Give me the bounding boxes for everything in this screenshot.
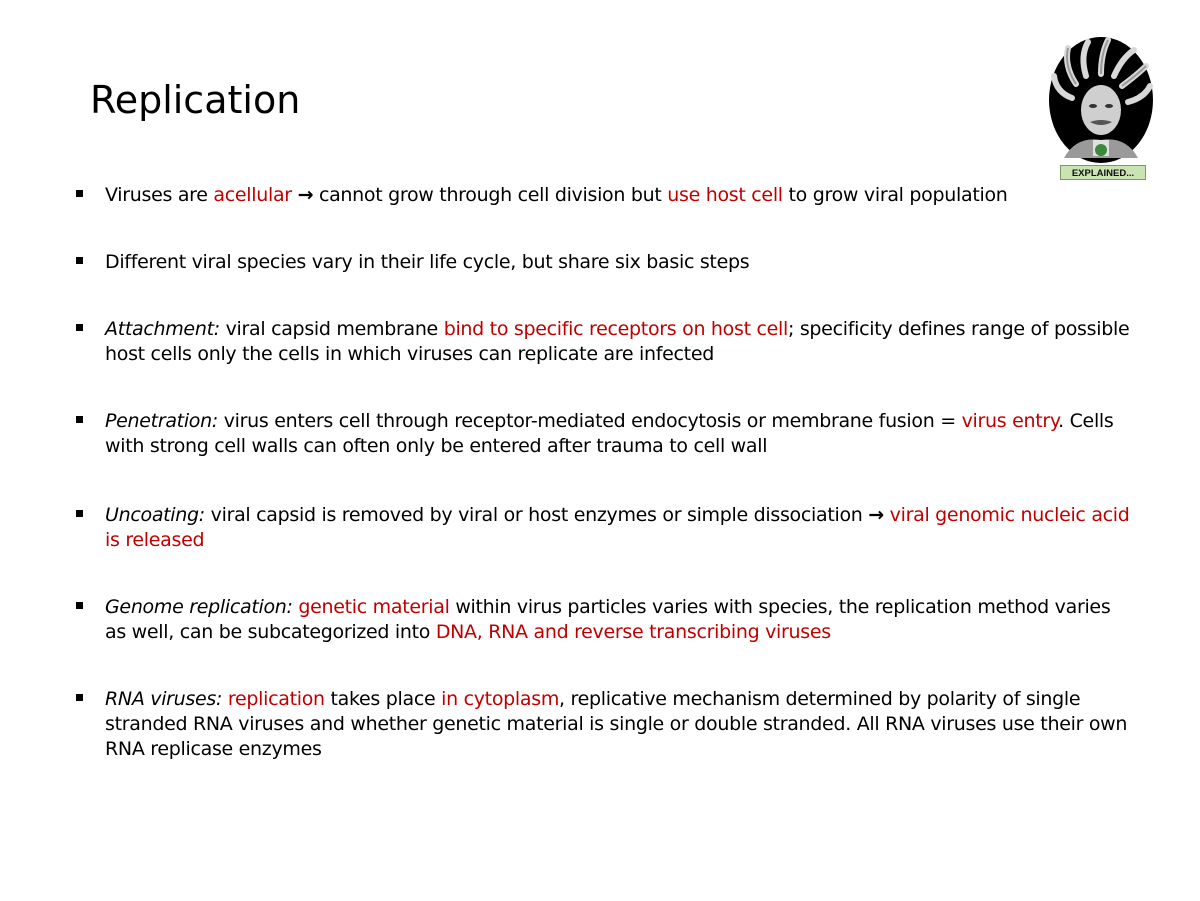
bullet-segment: acellular	[213, 184, 292, 206]
bullet-segment: replication	[227, 688, 325, 710]
bullet-segment: Genome replication:	[105, 596, 293, 618]
bullet-segment: viral capsid is removed by viral or host enzymes or simple dissociation	[204, 504, 869, 526]
bullet-text	[105, 409, 1135, 459]
bullet-segment: viral genomic nucleic acid is released	[105, 504, 1130, 551]
bullet-segment: to grow viral population	[782, 184, 1008, 206]
bullet-segment: RNA viruses:	[105, 688, 223, 710]
bullet-segment: Uncoating:	[105, 504, 205, 526]
bullet-segment: Different viral species vary in their life cycle, but share six basic steps	[105, 251, 750, 273]
bullet-text	[105, 595, 1135, 645]
einstein-portrait-logo-icon	[1046, 36, 1156, 186]
bullet-segment: virus enters cell through receptor-mediated endocytosis or membrane fusion =	[217, 410, 962, 432]
bullet-marker-icon	[76, 416, 83, 423]
slide-title: Replication	[90, 78, 301, 122]
bullet-text	[105, 183, 1135, 208]
bullet-marker-icon	[76, 694, 83, 701]
bullet-segment: ; specificity defines range of possible host cells only the cells in which viruses can replicate are infected	[105, 318, 1130, 365]
bullet-segment: genetic material	[298, 596, 450, 618]
bullet-marker-icon	[76, 257, 83, 264]
bullet-segment: cannot grow through cell division but	[313, 184, 668, 206]
bullet-segment: Penetration:	[105, 410, 218, 432]
bullet-text	[105, 317, 1135, 367]
bullet-segment: within virus particles varies with species, the replication method varies as well, can be subcategorized into	[105, 596, 1111, 643]
bullet-segment: , replicative mechanism determined by polarity of single stranded RNA viruses and whether genetic material is single or double stranded. All RNA viruses use their own RNA replicase enzymes	[105, 688, 1128, 760]
bullet-segment: viral capsid membrane	[219, 318, 444, 340]
bullet-segment: Attachment:	[105, 318, 220, 340]
right-arrow-icon: →	[297, 184, 314, 206]
bullet-segment: virus entry	[961, 410, 1059, 432]
bullet-marker-icon	[76, 510, 83, 517]
bullet-text	[105, 687, 1135, 762]
bullet-segment: use host cell	[667, 184, 783, 206]
bullet-marker-icon	[76, 190, 83, 197]
explained-badge: EXPLAINED...	[1060, 165, 1146, 180]
bullet-segment: bind to specific receptors on host cell	[443, 318, 788, 340]
bullet-segment: DNA, RNA and reverse transcribing viruses	[435, 621, 831, 643]
bullet-marker-icon	[76, 602, 83, 609]
bullet-segment: Viruses are	[105, 184, 214, 206]
bullet-segment: takes place	[324, 688, 442, 710]
bullet-text	[105, 503, 1135, 553]
right-arrow-icon: →	[868, 504, 884, 526]
bullet-segment: . Cells with strong cell walls can often only be entered after trauma to cell wall	[105, 410, 1114, 457]
bullet-segment: in cytoplasm	[441, 688, 560, 710]
bullet-marker-icon	[76, 324, 83, 331]
bullet-text	[105, 250, 1135, 275]
